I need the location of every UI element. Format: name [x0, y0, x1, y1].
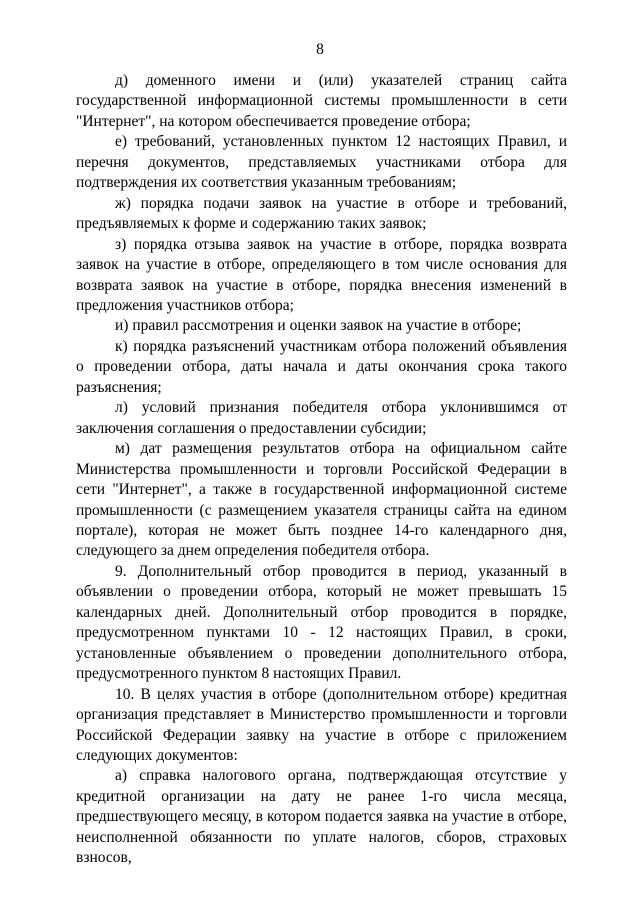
paragraph-i-review-rules: и) правил рассмотрения и оценки заявок на участие в отборе;: [115, 317, 522, 335]
paragraph-k-clarification-procedure: к) порядка разъяснений участникам отбора положений объявления о проведении отбора, даты начала и даты окончания срока такого разъяснения;: [76, 337, 567, 396]
document-body: [76, 71, 567, 869]
paragraph-zh-application-procedure: ж) порядка подачи заявок на участие в отборе и требований, предъявляемых к форме и содержанию таких заявок;: [76, 194, 567, 233]
paragraph-z-withdrawal-procedure: з) порядка отзыва заявок на участие в отборе, порядка возврата заявок на участие в отборе, определяющего в том числе основания для возврата заявок на участие в отборе, порядка внесения изменений в предложения участников отбора;: [76, 235, 567, 314]
paragraph-9-additional-selection: 9. Дополнительный отбор проводится в период, указанный в объявлении о проведении отбора, который не может превышать 15 календарных дней. Дополнительный отбор проводится в порядке, предусмотренном пунктами 10 - 12 настоящих Правил, в сроки, установленные объявлением о проведении дополнительного отбора, предусмотренного пунктом 8 настоящих Правил.: [76, 562, 567, 683]
paragraph-l-winner-evasion: л) условий признания победителя отбора уклонившимся от заключения соглашения о предоставлении субсидии;: [76, 399, 567, 437]
paragraph-m-results-dates: м) дат размещения результатов отбора на официальном сайте Министерства промышленности и торговли Российской Федерации в сети "Интернет", а также в государственной информационной системе промышленности (с размещением указателя страницы сайта на едином портале), которая не может быть позднее 14-го календарного дня, следующего за днем определения победителя отбора.: [76, 440, 567, 560]
paragraph-10-participation: 10. В целях участия в отборе (дополнительном отборе) кредитная организация представляет в Министерство промышленности и торговли Российской Федерации заявку на участие в отборе с приложением следующих документов:: [76, 685, 567, 764]
paragraph-d-domain-name: д) доменного имени и (или) указателей страниц сайта государственной информационной системы промышленности в сети "Интернет", на котором обеспечивается проведение отбора;: [76, 72, 567, 130]
page-number: 8: [316, 41, 324, 58]
paragraph-e-requirements: е) требований, установленных пунктом 12 настоящих Правил, и перечня документов, представляемых участниками отбора для подтверждения их соответствия указанным требованиям;: [76, 133, 567, 192]
paragraph-a-tax-certificate: а) справка налогового органа, подтверждающая отсутствие у кредитной организации на дату не ранее 1-го числа месяца, предшествующего месяцу, в котором подается заявка на участие в отборе, неисполненной обязанности по уплате налогов, сборов, страховых взносов,: [76, 767, 567, 867]
